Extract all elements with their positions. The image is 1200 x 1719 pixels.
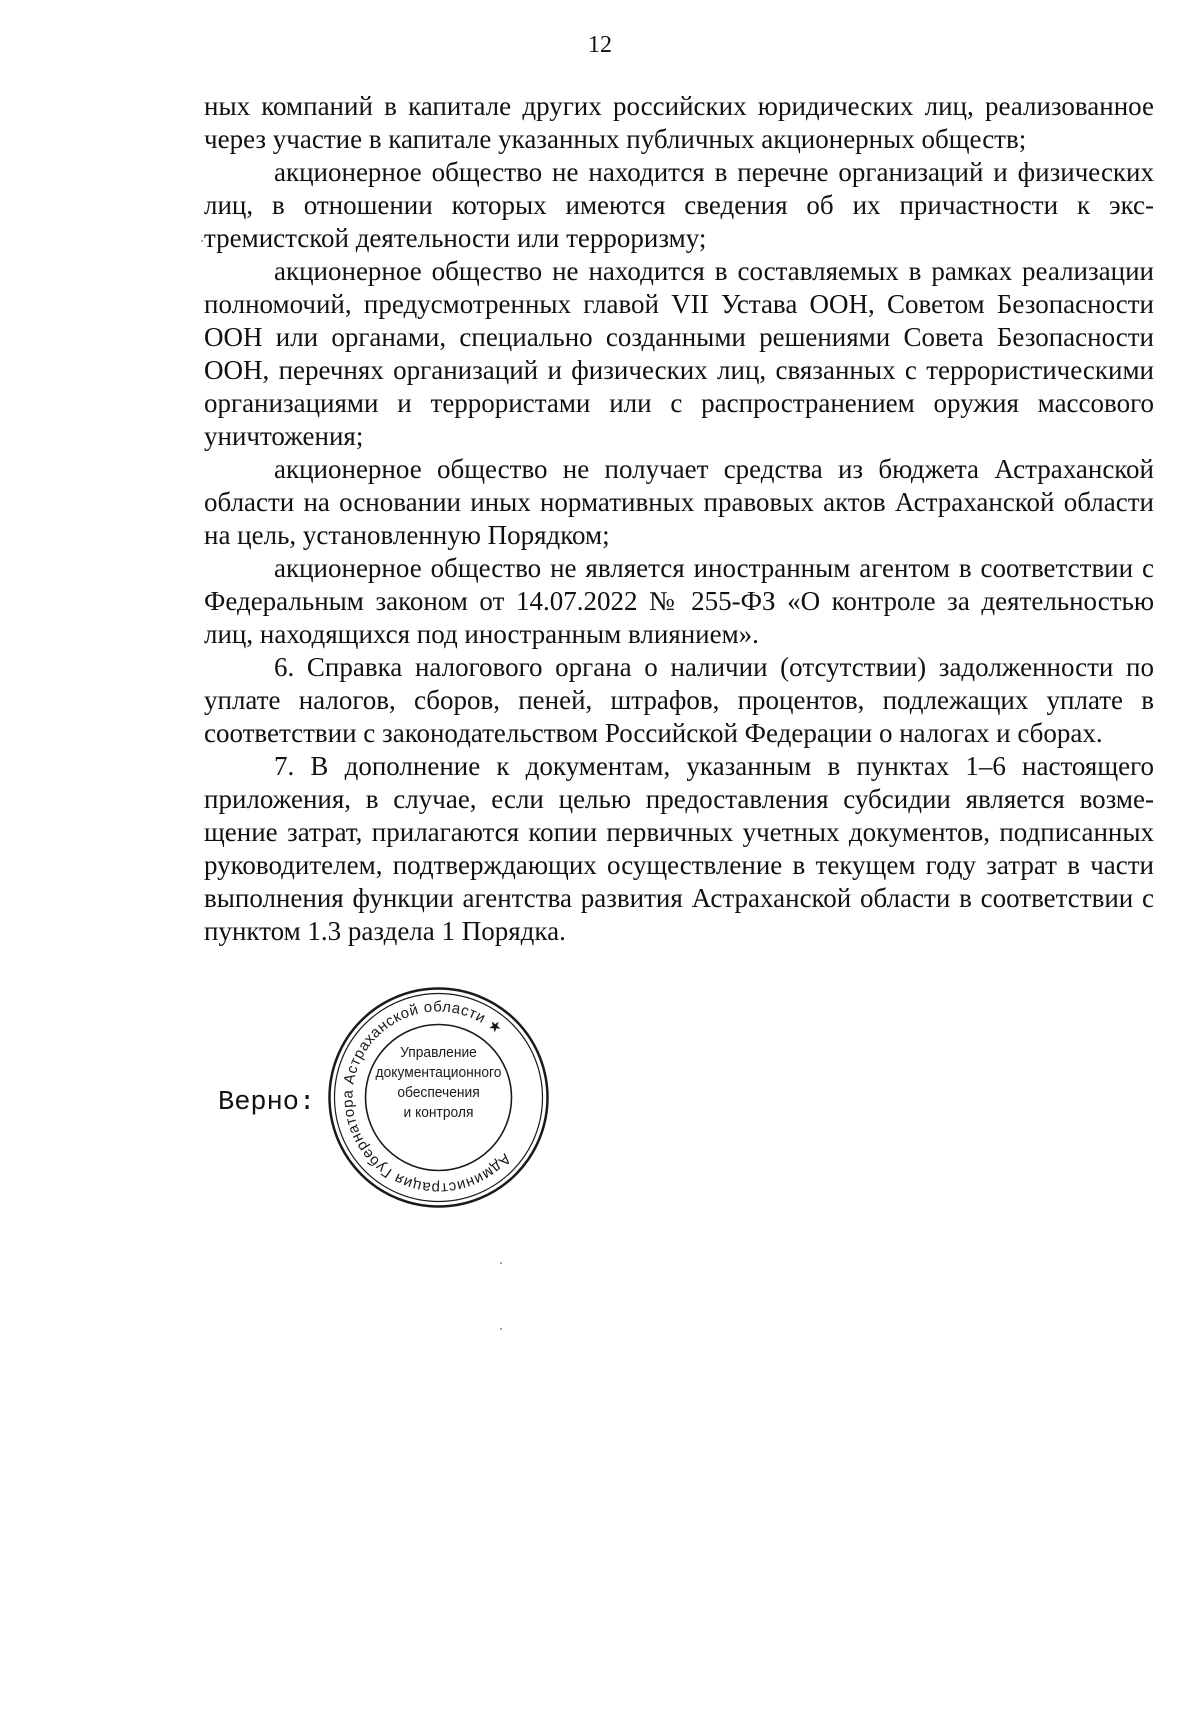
paragraph-un-lists: акционерное общество не находится в составляемых в рамках реализации полномочий, предусмотренных главой VII Устава ООН, Советом Безопасности ООН или органами, специально созданными решениями Совета Безопасности ООН, перечнях организаций и физических лиц, связанных с террористическими организациями и террористами или с распространением оружия массового уничтожения; (204, 256, 1154, 451)
verify-label: Верно: (218, 1088, 316, 1118)
paragraph-foreign-agent: акционерное общество не является иностранным агентом в соответствии с Федеральным законом от 14.07.2022 № 255-ФЗ «О контроле за деятельностью лиц, находящихся под иностранным влиянием». (204, 553, 1154, 649)
seal-center-text (335, 1043, 542, 1123)
paragraph-budget-funds: акционерное общество не получает средства из бюджета Астраханской области на основании иных нормативных правовых актов Астраханской области на цель, установленную Порядком; (204, 454, 1154, 550)
paragraph-item-7: 7. В дополнение к документам, указанным в пунктах 1–6 настоящего приложения, в случае, если целью предоставления субсидии является возмещение затрат, прилагаются копии первичных учетных документов, подписанных руководителем, подтверждающих осуществление в текущем году затрат в части выполнения функции агентства развития Астраханской области в соответствии с пунктом 1.3 раздела 1 Порядка. (204, 751, 1154, 946)
seal-center-line: обеспечения (397, 1084, 480, 1101)
seal-ring-text: Администрация Губернатора Астраханской области ★ (339, 998, 515, 1197)
document-body (204, 90, 1154, 948)
seal-center-line: и контроля (403, 1104, 474, 1121)
paragraph-continuation: ных компаний в капитале других российских юридических лиц, реализованное через участие в капитале указанных публичных акционерных обществ; (204, 91, 1154, 154)
scan-speck (500, 1262, 502, 1264)
official-seal (326, 985, 551, 1210)
seal-center-line: Управление (400, 1044, 477, 1061)
seal-center-line: документационного (375, 1064, 502, 1081)
paragraph-item-6: 6. Справка налогового органа о наличии (отсутствии) задолженности по уплате налогов, сборов, пеней, штрафов, процентов, подлежащих уплате в соответствии с законодательством Российской Федерации о налогах и сборах. (204, 652, 1154, 748)
page-number: 12 (588, 32, 612, 58)
scan-speck (201, 240, 203, 242)
paragraph-extremism-list: акционерное общество не находится в перечне организаций и физических лиц, в отношении которых имеются сведения об их причастности к экстремистской деятельности или терроризму; (204, 157, 1154, 253)
scan-speck (500, 1328, 502, 1330)
